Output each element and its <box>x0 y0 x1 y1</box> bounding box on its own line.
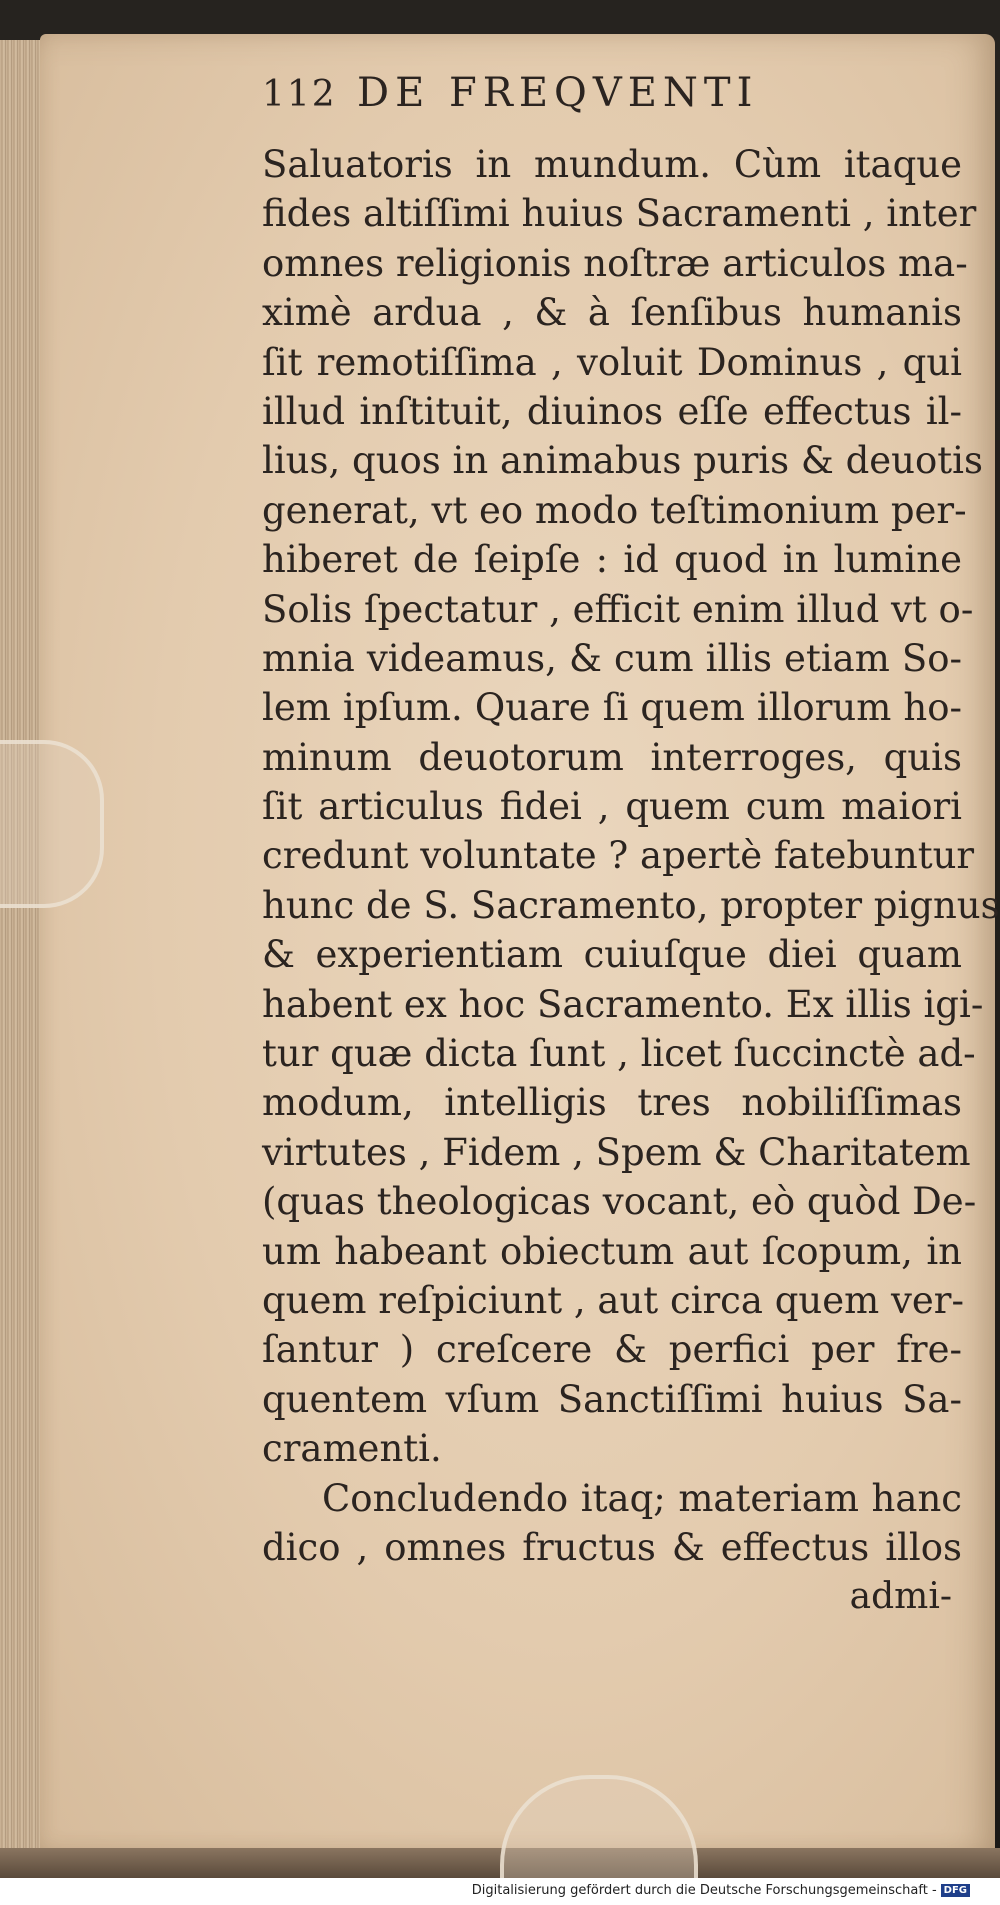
text-line: um habeant obiectum aut ſcopum, in <box>262 1229 962 1273</box>
text-line: omnes religionis noſtræ articulos ma- <box>262 241 968 285</box>
text-line: quentem vſum Sanctiſſimi huius Sa- <box>262 1377 962 1421</box>
page-text <box>262 70 1000 1622</box>
folio-number: 112 <box>262 74 337 115</box>
text-line: Concludendo itaq; materiam hanc <box>322 1476 962 1520</box>
text-line: habent ex hoc Sacramento. Ex illis igi- <box>262 982 984 1026</box>
text-line: virtutes , Fidem , Spem & Charitatem <box>262 1130 971 1174</box>
text-line: fides altiſſimi huius Sacramenti , inter <box>262 192 977 236</box>
text-line: lius, quos in animabus puris & deuotis <box>262 439 983 483</box>
text-line: generat, vt eo modo teſtimonium per- <box>262 488 967 532</box>
text-line: credunt voluntate ? apertè fatebuntur <box>262 834 975 878</box>
text-line: lem ipſum. Quare ſi quem illorum ho- <box>262 686 962 730</box>
text-line: quem reſpiciunt , aut circa quem ver- <box>262 1278 964 1322</box>
page-header <box>262 70 962 140</box>
text-line: ſit remotiſſima , voluit Dominus , qui <box>262 340 962 384</box>
text-line: Saluatoris in mundum. Cùm itaque <box>262 143 962 186</box>
text-line: modum, intelligis tres nobiliſſimas <box>262 1081 962 1125</box>
text-line: illud inſtituit, diuinos eſſe effectus il- <box>262 389 962 433</box>
text-line: mnia videamus, & cum illis etiam So- <box>262 636 962 680</box>
text-line: ximè ardua , & à ſenſibus humanis <box>262 291 962 335</box>
text-line: dico , omnes fructus & effectus illos <box>262 1525 962 1569</box>
text-line: (quas theologicas vocant, eò quòd De- <box>262 1180 977 1224</box>
running-head: DE FREQVENTI <box>357 70 759 116</box>
funding-notice <box>472 1883 970 1898</box>
text-line: & experientiam cuiuſque diei quam <box>262 933 962 977</box>
left-page-clip <box>0 740 104 908</box>
text-line: hunc de S. Sacramento, propter pignus <box>262 883 1000 927</box>
text-line: tur quæ dicta ſunt , licet ſuccinctè ad- <box>262 1032 976 1076</box>
catchword: admi- <box>849 1576 952 1618</box>
text-line: Solis ſpectatur , efficit enim illud vt o- <box>262 587 974 631</box>
text-line: minum deuotorum interroges, quis <box>262 735 962 779</box>
text-line: cramenti. <box>262 1427 442 1471</box>
text-line: ſit articulus fidei , quem cum maiori <box>262 785 962 829</box>
text-line: hiberet de ſeipſe : id quod in lumine <box>262 538 962 582</box>
dfg-logo: DFG <box>941 1884 970 1897</box>
funding-notice-text: Digitalisierung gefördert durch die Deutsche Forschungsgemeinschaft - <box>471 1883 937 1898</box>
text-line: ſantur ) creſcere & perfici per fre- <box>262 1328 962 1372</box>
